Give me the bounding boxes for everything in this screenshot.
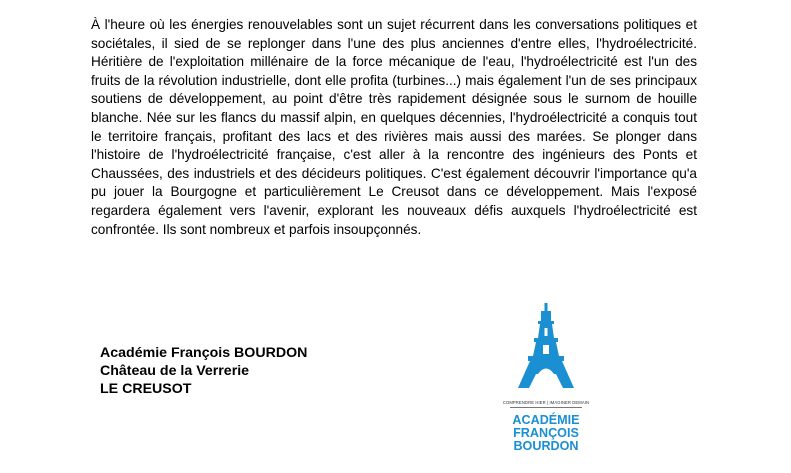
logo-wordmark <box>500 414 592 453</box>
address-city: LE CREUSOT <box>100 381 192 397</box>
logo-name-line1: ACADÉMIE <box>512 413 580 427</box>
tagline-divider <box>510 407 582 408</box>
address-building: Château de la Verrerie <box>100 363 250 379</box>
academie-logo <box>500 300 592 470</box>
logo-name-line2: FRANÇOIS <box>513 426 579 440</box>
tower-icon <box>516 300 576 392</box>
logo-tagline: COMPRENDRE HIER | IMAGINER DEMAIN <box>502 400 590 405</box>
logo-name-line3: BOURDON <box>513 439 579 453</box>
address-block <box>100 344 307 398</box>
address-organization: Académie François BOURDON <box>100 345 308 361</box>
intro-paragraph: À l'heure où les énergies renouvelables sont un sujet récurrent dans les conversations politiques et sociétales, il sied de se replonger dans l'une des plus anciennes d'entre elles, l'hydroélectricité. Héritière de l'exploitation millénaire de la force mécanique de l'eau, l'hydroélectricité est l'un des fruits de la révolution industrielle, dont elle profita (turbines...) mais également l'un de ses principaux soutiens de développement, au point d'être très rapidement désignée sous le surnom de houille blanche. Née sur les flancs du massif alpin, en quelques décennies, l'hydroélectricité a conquis tout le territoire français, profitant des lacs et des rivières mais aussi des marées. Se plonger dans l'histoire de l'hydroélectricité française, c'est aller à la rencontre des ingénieurs des Ponts et Chaussées, des industriels et des décideurs politiques. C'est également découvrir l'importance qu'a pu jouer la Bourgogne et particulièrement Le Creusot dans ce développement. Mais l'exposé regardera également vers l'avenir, explorant les nouveaux défis auxquels l'hydroélectricité est confrontée. Ils sont nombreux et parfois insoupçonnés. <box>91 17 697 237</box>
